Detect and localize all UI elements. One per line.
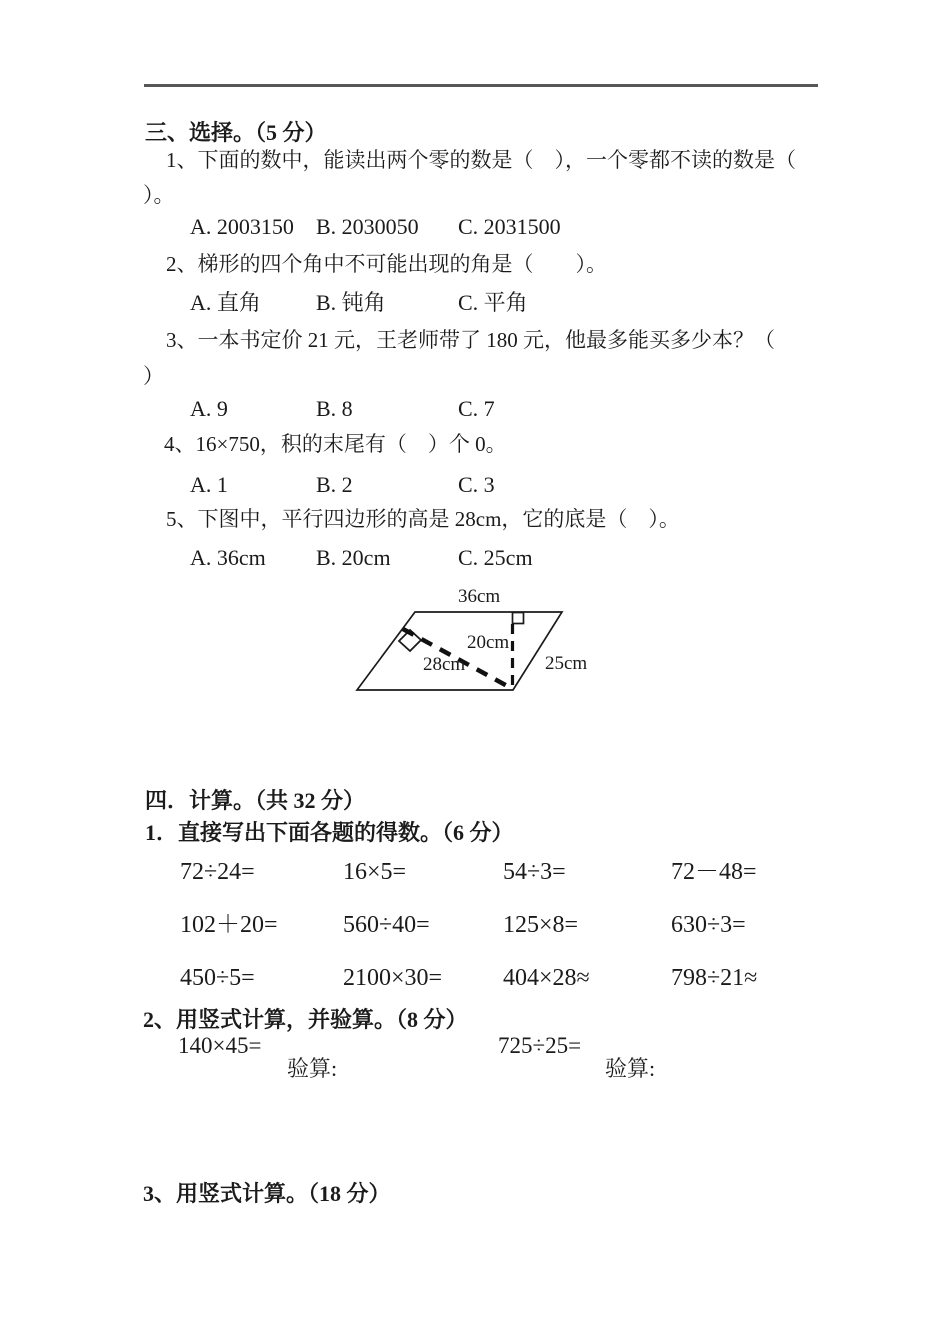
vertical-calc-expr-2: 725÷25= — [498, 1033, 582, 1058]
vertical-calc-expr-1: 140×45= — [178, 1033, 262, 1058]
right-angle-marker-top — [513, 613, 524, 624]
check-label-1: 验算: — [287, 1056, 338, 1081]
mental-calc-item: 102＋20= — [180, 912, 278, 938]
q5-option-c: C. 25cm — [458, 545, 533, 570]
top-rule — [144, 84, 818, 87]
q2-option-a: A. 直角 — [190, 290, 261, 315]
section4-sub1-title: 1．直接写出下面各题的得数。（6 分） — [145, 820, 514, 845]
mental-calc-item: 54÷3= — [503, 859, 566, 885]
q4-option-b: B. 2 — [316, 472, 353, 497]
q3-text-line2: ） — [143, 364, 164, 388]
q2-option-c: C. 平角 — [458, 290, 528, 315]
q1-text-line1: 1、下面的数中，能读出两个零的数是（ ），一个零都不读的数是（ — [166, 148, 796, 172]
mental-calc-item: 72－48= — [671, 859, 757, 885]
section4-title: 四．计算。（共 32 分） — [145, 788, 366, 813]
q5-option-a: A. 36cm — [190, 545, 266, 570]
mental-calc-item: 125×8= — [503, 912, 579, 938]
q2-text: 2、梯形的四个角中不可能出现的角是（ ）。 — [166, 252, 607, 276]
q1-option-b: B. 2030050 — [316, 214, 419, 239]
mental-calc-item: 16×5= — [343, 859, 407, 885]
section4-sub3-title: 3、用竖式计算。（18 分） — [143, 1181, 391, 1206]
q1-text-line2: ）。 — [143, 183, 175, 207]
figure-label-height: 20cm — [467, 632, 510, 653]
parallelogram-shape — [357, 612, 562, 690]
check-label-2: 验算: — [605, 1056, 656, 1081]
q1-option-a: A. 2003150 — [190, 214, 294, 239]
q4-text: 4、16×750，积的末尾有（ ）个 0。 — [164, 432, 507, 456]
q3-text-line1: 3、一本书定价 21 元，王老师带了 180 元，他最多能买多少本？（ — [166, 328, 775, 352]
section3-title: 三、选择。（5 分） — [145, 120, 327, 145]
q3-option-b: B. 8 — [316, 396, 353, 421]
mental-calc-item: 798÷21≈ — [671, 965, 758, 991]
q3-option-a: A. 9 — [190, 396, 228, 421]
mental-calc-item: 72÷24= — [180, 859, 255, 885]
parallelogram-figure — [340, 578, 602, 704]
mental-calc-item: 2100×30= — [343, 965, 443, 991]
q2-option-b: B. 钝角 — [316, 290, 386, 315]
q4-option-a: A. 1 — [190, 472, 228, 497]
q4-option-c: C. 3 — [458, 472, 495, 497]
q1-option-c: C. 2031500 — [458, 214, 561, 239]
mental-calc-item: 450÷5= — [180, 965, 255, 991]
mental-calc-item: 404×28≈ — [503, 965, 590, 991]
figure-label-side: 25cm — [545, 653, 588, 674]
q5-text: 5、下图中，平行四边形的高是 28cm，它的底是（ ）。 — [166, 507, 680, 531]
figure-label-base: 36cm — [458, 586, 501, 607]
mental-calc-item: 560÷40= — [343, 912, 430, 938]
mental-calc-item: 630÷3= — [671, 912, 746, 938]
q5-option-b: B. 20cm — [316, 545, 391, 570]
section4-sub2-title: 2、用竖式计算，并验算。（8 分） — [143, 1007, 468, 1032]
figure-label-slant: 28cm — [423, 654, 466, 675]
q3-option-c: C. 7 — [458, 396, 495, 421]
